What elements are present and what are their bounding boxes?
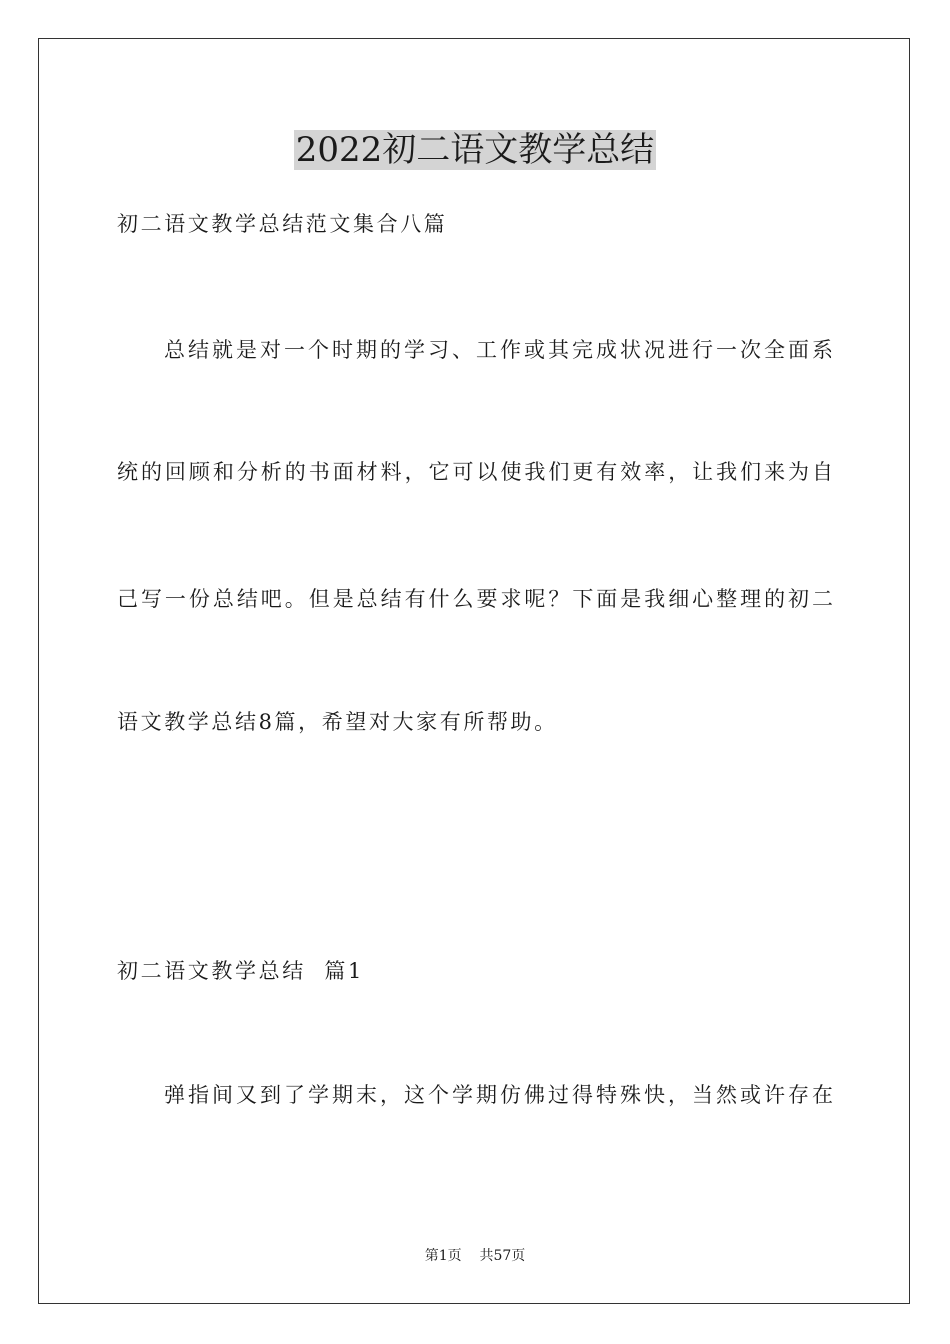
intro-line-4: 语文教学总结8篇，希望对大家有所帮助。 xyxy=(117,710,558,734)
document-title xyxy=(0,128,950,172)
document-subtitle: 初二语文教学总结范文集合八篇 xyxy=(117,212,448,236)
page-number-footer: 第1页 共57页 xyxy=(424,1248,526,1264)
intro-line-3: 己写一份总结吧。但是总结有什么要求呢？下面是我细心整理的初二 xyxy=(117,587,833,611)
intro-line-2: 统的回顾和分析的书面材料，它可以使我们更有效率，让我们来为自 xyxy=(117,460,833,484)
section-first-line: 弹指间又到了学期末，这个学期仿佛过得特殊快，当然或许存在 xyxy=(164,1083,833,1107)
intro-line-1: 总结就是对一个时期的学习、工作或其完成状况进行一次全面系 xyxy=(164,338,833,362)
document-title-text: 2022初二语文教学总结 xyxy=(295,130,655,170)
section-heading: 初二语文教学总结 篇1 xyxy=(117,959,364,983)
